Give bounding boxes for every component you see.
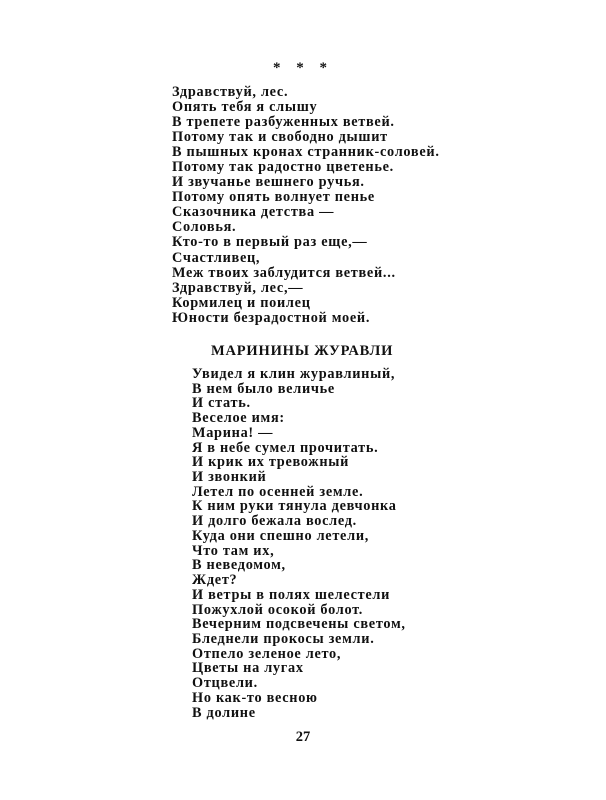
poem-line: Пожухлой осокой болот.: [192, 601, 364, 618]
poem-line: Меж твоих заблудится ветвей...: [172, 264, 396, 281]
poem-line: Здравствуй, лес.: [172, 84, 289, 100]
poem-line: Кто-то в первый раз еще,—: [172, 234, 368, 251]
poem-line: Что там их,: [192, 542, 275, 559]
poem-line: И ветры в полях шелестели: [192, 586, 391, 603]
poem-line: В трепете разбуженных ветвей.: [172, 114, 395, 131]
poem-title: МАРИНИНЫ ЖУРАВЛИ: [211, 343, 394, 359]
poem-line: Потому так радостно цветенье.: [172, 159, 394, 176]
poem-line: Я в небе сумел прочитать.: [192, 439, 379, 456]
poem-line: Сказочника детства —: [172, 204, 335, 221]
poem-line: Здравствуй, лес,—: [172, 279, 304, 296]
page-number: 27: [295, 729, 311, 745]
poem-line: В долине: [192, 704, 256, 721]
poem-line: Бледнели прокосы земли.: [192, 630, 375, 647]
poem-line: В нем было величье: [192, 380, 335, 397]
poem-line: Потому так и свободно дышит: [172, 129, 388, 146]
poem-line: Увидел я клин журавлиный,: [192, 366, 396, 382]
poem-line: Цветы на лугах: [192, 660, 304, 677]
poem-line: И звонкий: [192, 469, 267, 486]
poem-line: Марина! —: [192, 424, 274, 441]
poem-line: Опять тебя я слышу: [172, 99, 318, 116]
poem-line: И долго бежала вослед.: [192, 513, 357, 530]
poem-line: Отцвели.: [192, 675, 258, 692]
poem-line: Кормилец и поилец: [172, 294, 311, 311]
poem-line: Потому опять волнует пенье: [172, 189, 375, 206]
poem-line: Отпело зеленое лето,: [192, 645, 342, 662]
poem-line: Куда они спешно летели,: [192, 527, 370, 544]
poem-marininy-zhuravli: [192, 367, 406, 720]
poem-untitled: [172, 85, 440, 326]
poem-line: И стать.: [192, 395, 251, 412]
poem-line: Веселое имя:: [192, 410, 285, 427]
poem-line: Ждет?: [192, 572, 238, 589]
poem-line: Соловья.: [172, 219, 237, 236]
poem-line: Юности безрадостной моей.: [172, 309, 371, 326]
poem-line: Счастливец,: [172, 249, 261, 266]
poem-line: К ним руки тянула девчонка: [192, 498, 397, 515]
poem-line: И звучанье вешнего ручья.: [172, 174, 365, 191]
poem-line: В пышных кронах странник-соловей.: [172, 144, 440, 161]
section-separator: * * *: [273, 60, 333, 76]
poem-line: Вечерним подсвечены светом,: [192, 616, 406, 633]
poem-line: Летел по осенней земле.: [192, 483, 364, 500]
poem-line: И крик их тревожный: [192, 454, 350, 471]
poem-line: Но как-то весною: [192, 689, 318, 706]
poem-line: В неведомом,: [192, 557, 286, 574]
